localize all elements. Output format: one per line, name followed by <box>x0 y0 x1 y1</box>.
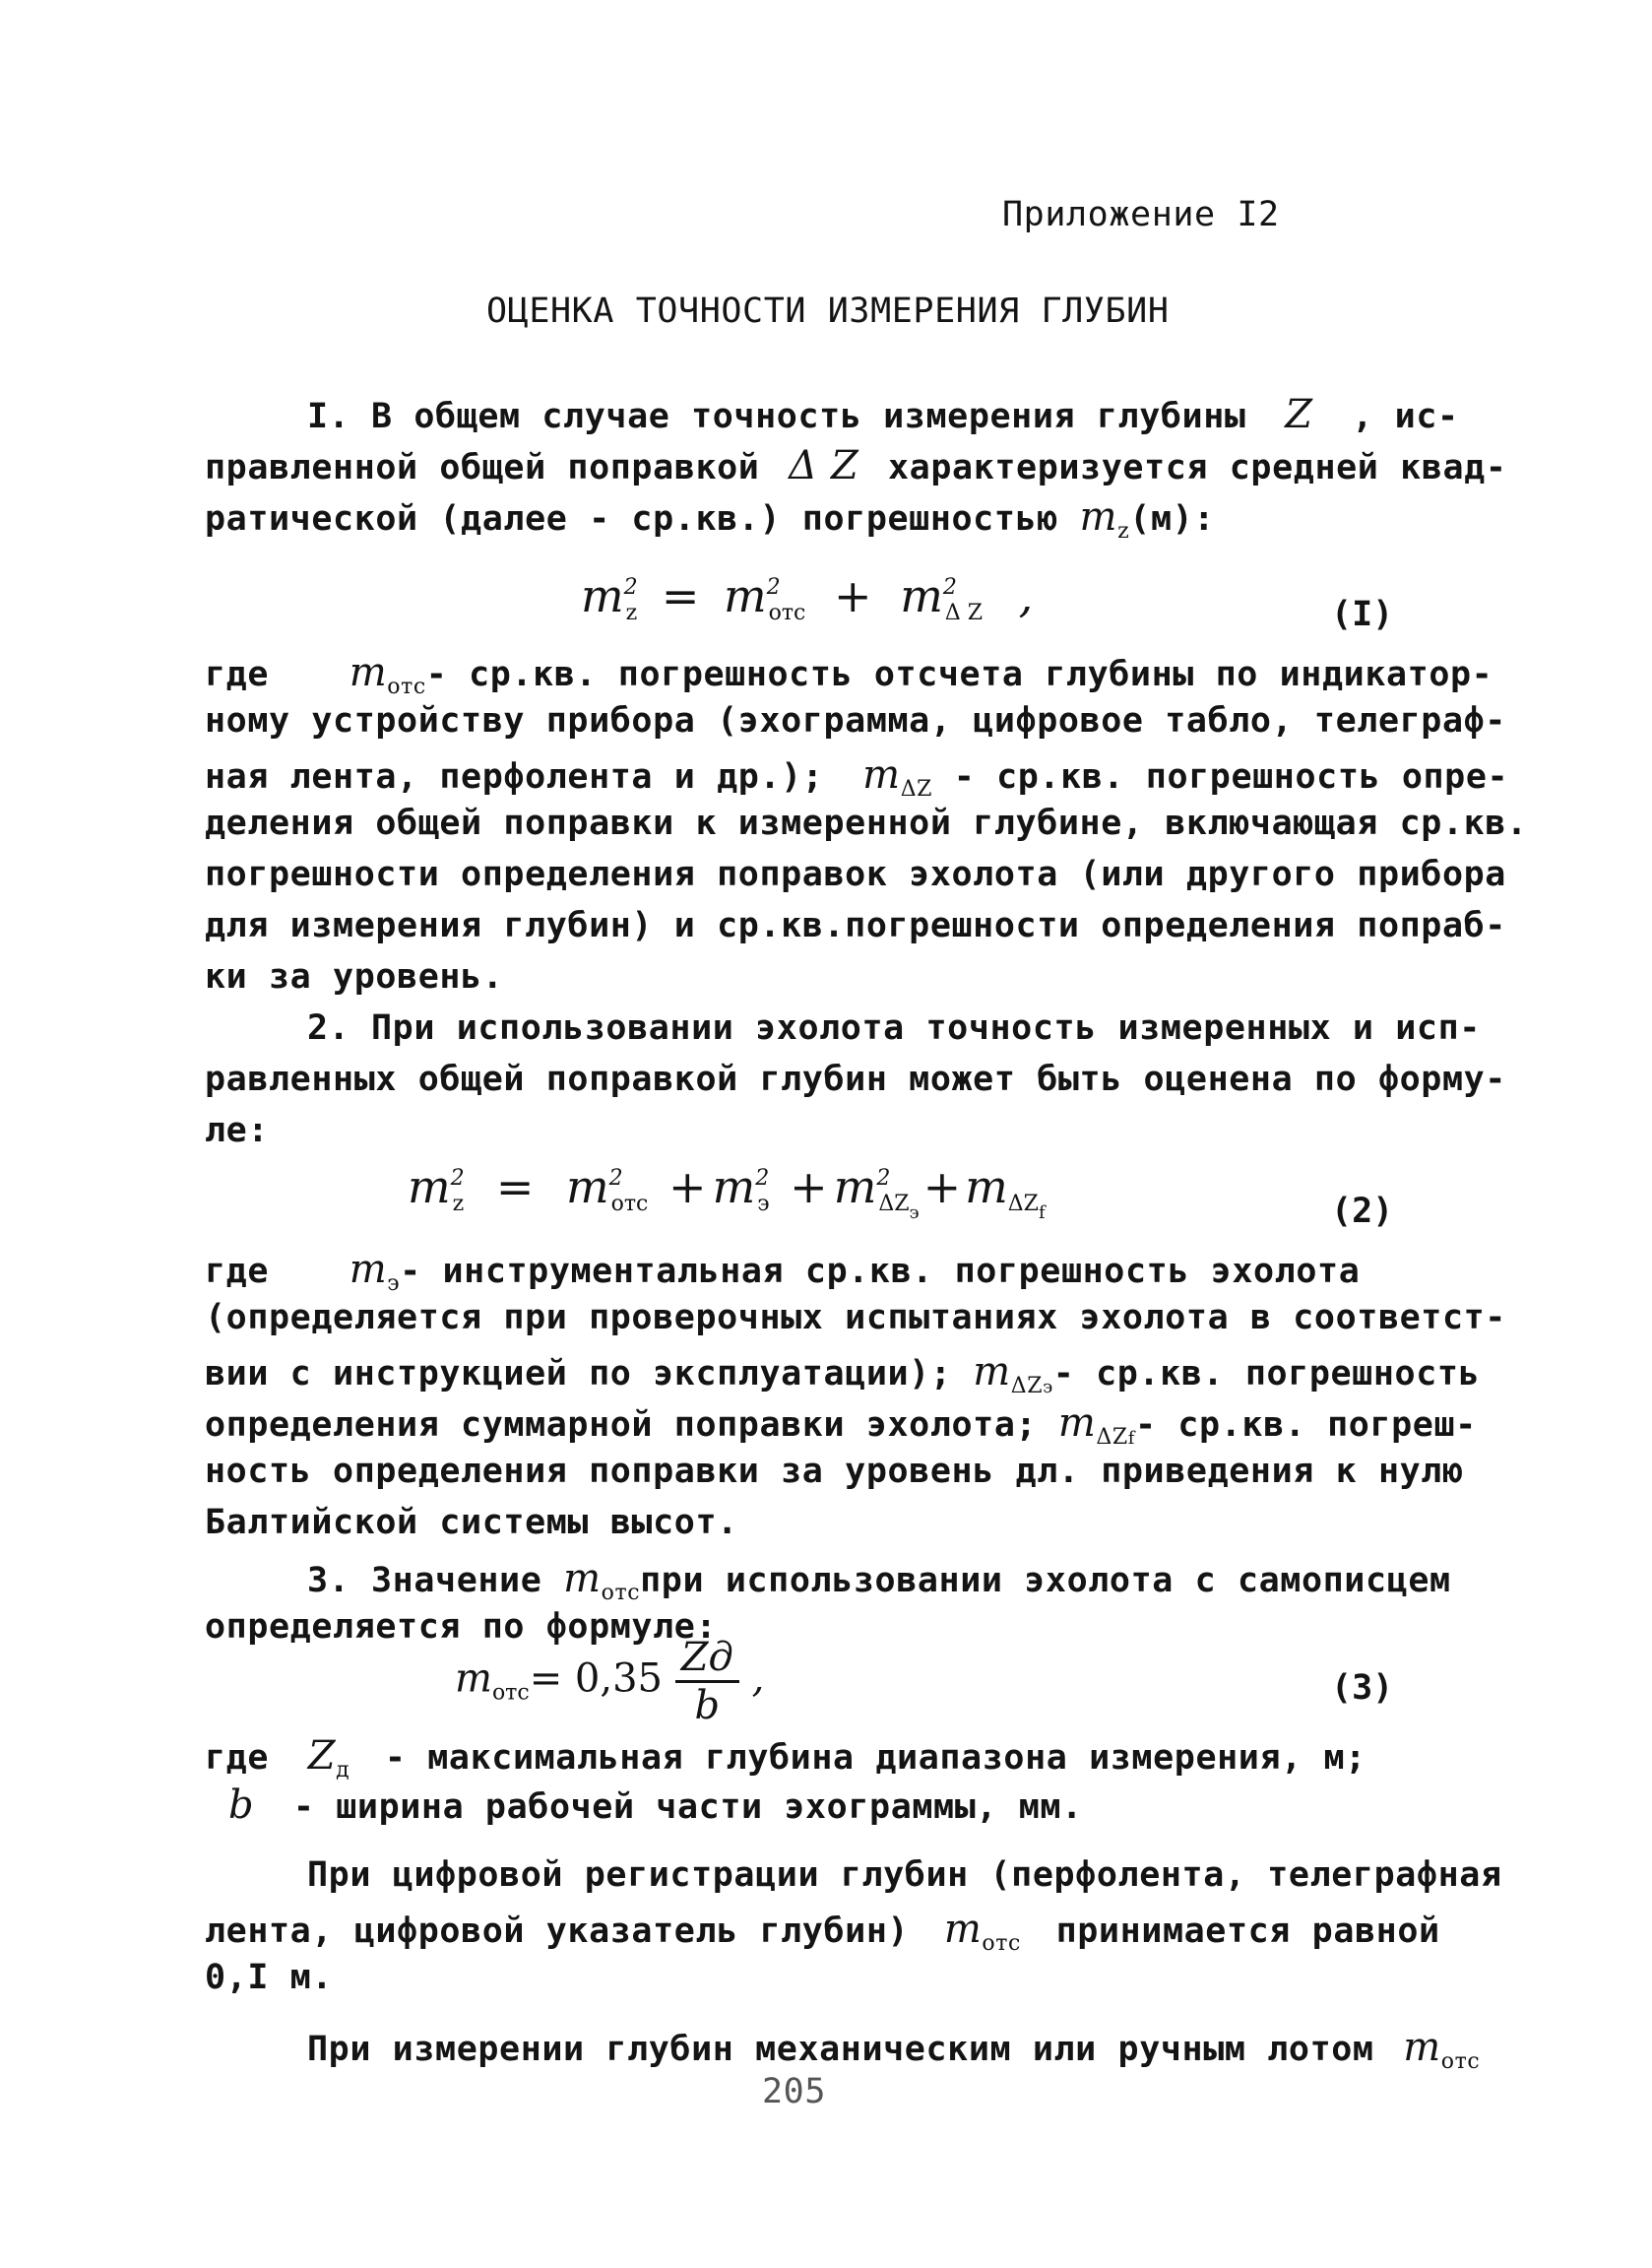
m-ots-symbol-3 <box>943 1907 1021 1956</box>
where2-line4-tail: - ср.кв. погреш- <box>1135 1405 1477 1445</box>
where2-line1-sym: m <box>349 1247 388 1292</box>
formula2-term4-subsub: f <box>1038 1202 1046 1223</box>
where1-line1-sub: отс <box>387 675 426 699</box>
where2-line4-sub: ΔZ <box>1096 1425 1128 1450</box>
section2-line3: ле: <box>205 1111 270 1150</box>
formula2-term2-sub: э <box>757 1192 770 1216</box>
where2-line3-sym: m <box>973 1349 1011 1394</box>
formula2-number: (2) <box>1331 1192 1394 1231</box>
where1-line6: для измерения глубин) и ср.кв.погрешности определения попраб- <box>205 906 1506 945</box>
m-deltaz-f-symbol <box>1057 1400 1136 1450</box>
formula1-term2-sub: Δ Z <box>944 601 983 625</box>
formula2-term3-sub-main: ΔZ <box>878 1192 910 1216</box>
section3-line1-sub: отс <box>601 1581 641 1605</box>
formula1-lhs-exp: 2 <box>623 575 638 600</box>
section1-line3 <box>205 494 1215 544</box>
where2-line3 <box>205 1349 1480 1398</box>
delta-z-symbol: Δ Z <box>789 443 859 488</box>
m-e-symbol <box>349 1247 401 1296</box>
formula1-plus: + <box>834 569 872 622</box>
formula2-term1-exp: 2 <box>608 1166 623 1191</box>
formula2-plus1: + <box>668 1160 707 1213</box>
where2-line4-sym: m <box>1057 1400 1097 1446</box>
where2-line3-subsub: э <box>1043 1377 1053 1397</box>
formula1-lhs: m <box>581 569 624 622</box>
formula3-number: (3) <box>1331 1668 1394 1708</box>
para4-line2-sym: m <box>943 1907 983 1952</box>
formula1-term2-exp: 2 <box>942 575 957 600</box>
formula-3 <box>455 1635 764 1728</box>
formula2-term3-sub <box>878 1192 920 1223</box>
where2-line4 <box>205 1400 1477 1450</box>
formula1-term1-exp: 2 <box>766 575 781 600</box>
where3-line1-sub: д <box>336 1758 350 1782</box>
where1-line2: ному устройству прибора (эхограмма, цифровое табло, телеграф- <box>205 701 1506 741</box>
where3-line1 <box>205 1733 1366 1782</box>
section1-line2-text: правленной общей поправкой <box>205 448 760 487</box>
z-d-symbol <box>307 1733 350 1782</box>
where2-line3-text: вии с инструкцией по эксплуатации); <box>205 1354 952 1393</box>
where3-line1-label: где <box>205 1738 270 1778</box>
formula-1 <box>581 569 1033 625</box>
formula2-equals: = <box>495 1160 535 1213</box>
para5-line1-sym: m <box>1403 2025 1441 2070</box>
formula3-lhs-sub: отс <box>491 1680 530 1706</box>
z-symbol: Z <box>1285 392 1313 437</box>
formula2-lhs-sub: z <box>452 1192 465 1216</box>
where3-line1-sym: Z <box>307 1733 337 1779</box>
where1-line3-sub: ΔZ <box>900 777 933 802</box>
formula2-lhs-exp: 2 <box>450 1166 465 1191</box>
where3-line2 <box>228 1782 1083 1828</box>
formula2-plus2: + <box>790 1160 828 1213</box>
where2-line4-subsub: f <box>1127 1428 1136 1449</box>
formula2-term3: m <box>833 1160 877 1213</box>
formula2-term3-subsub: э <box>909 1202 920 1223</box>
where2-line1-text: - инструментальная ср.кв. погрешность эхолота <box>400 1252 1361 1291</box>
formula1-number: (I) <box>1331 595 1394 634</box>
where1-line4: деления общей поправки к измеренной глубине, включающая ср.кв. <box>205 804 1528 843</box>
formula1-term1: m <box>724 569 767 622</box>
section3-line1 <box>307 1556 1451 1605</box>
formula2-term4-sub <box>1007 1192 1046 1223</box>
where2-line5: ность определения поправки за уровень дл. приведения к нулю <box>205 1452 1464 1491</box>
section3-line1-sym: m <box>563 1556 602 1601</box>
para5-line1-sub: отс <box>1440 2049 1481 2074</box>
formula2-term2: m <box>712 1160 756 1213</box>
m-ots-symbol-4 <box>1403 2025 1481 2074</box>
para4-line2 <box>205 1907 1440 1956</box>
where1-line1-text: - ср.кв. погрешность отсчета глубины по индикатор- <box>425 655 1493 694</box>
para5-line1 <box>307 2025 1480 2074</box>
where2-line3-sub: ΔZ <box>1010 1374 1044 1398</box>
para4-line3: 0,I м. <box>205 1958 334 1997</box>
where2-line1 <box>205 1247 1360 1296</box>
section3-line1-tail: при использовании эхолота с самописцем <box>640 1561 1451 1600</box>
formula3-denominator: b <box>694 1683 721 1728</box>
m-ots-symbol-2 <box>563 1556 641 1605</box>
formula2-lhs: m <box>408 1160 451 1213</box>
where3-line1-text: - максимальная глубина диапазона измерения, м; <box>384 1738 1366 1778</box>
where2-line3-tail: - ср.кв. погрешность <box>1052 1354 1481 1393</box>
where2-line6: Балтийской системы высот. <box>205 1503 738 1542</box>
formula3-fraction <box>675 1635 739 1728</box>
section1-line2 <box>205 443 1507 488</box>
page-title: ОЦЕНКА ТОЧНОСТИ ИЗМЕРЕНИЯ ГЛУБИН <box>486 292 1170 331</box>
appendix-label: Приложение I2 <box>1002 195 1280 234</box>
b-symbol: b <box>228 1782 255 1828</box>
section2-line1: 2. При использовании эхолота точность измеренных и исп- <box>307 1008 1481 1048</box>
para4-line2-text: лента, цифровой указатель глубин) <box>205 1912 910 1951</box>
mz-symbol: $m_z$ <box>1079 494 1130 544</box>
section1-line3-text: ратической (далее - ср.кв.) погрешностью <box>205 499 1058 539</box>
section2-line2: равленных общей поправкой глубин может быть оценена по форму- <box>205 1060 1506 1099</box>
para5-line1-text: При измерении глубин механическим или ручным лотом <box>307 2030 1374 2069</box>
formula2-term1-sub: отс <box>610 1192 649 1216</box>
section1-line1-text: I. В общем случае точность измерения глубины <box>307 397 1246 436</box>
where2-line4-text: определения суммарной поправки эхолота; <box>205 1405 1038 1445</box>
where2-line2: (определяется при проверочных испытаниях эхолота в соответст- <box>205 1298 1506 1337</box>
where2-line1-sub: э <box>387 1271 401 1296</box>
where1-line7: ки за уровень. <box>205 957 504 997</box>
page-number: 205 <box>762 2072 827 2111</box>
where1-line3-tail: - ср.кв. погрешность опре- <box>953 757 1509 797</box>
para4-line2-tail: принимается равной <box>1055 1912 1440 1951</box>
formula3-numerator: Zд <box>675 1635 739 1683</box>
formula-2 <box>408 1160 1046 1223</box>
formula2-term1: m <box>566 1160 609 1213</box>
where3-line2-text: - ширина рабочей части эхограммы, мм. <box>292 1787 1083 1827</box>
para4-line1: При цифровой регистрации глубин (перфолента, телеграфная <box>307 1855 1502 1895</box>
formula2-term4-sub-main: ΔZ <box>1007 1192 1039 1216</box>
formula1-term1-sub: отс <box>768 601 806 625</box>
para4-line2-sub: отс <box>982 1931 1021 1956</box>
formula1-comma: , <box>1018 569 1034 622</box>
where1-line1-sym: m <box>349 650 388 695</box>
formula2-term4: m <box>965 1160 1008 1213</box>
where1-line3-sym: m <box>862 752 901 798</box>
where1-line3 <box>205 752 1508 802</box>
where1-line1-label: где <box>205 655 270 694</box>
formula1-lhs-sub: z <box>625 601 638 625</box>
formula3-coef: = 0,35 <box>529 1655 663 1702</box>
formula3-comma: , <box>751 1655 765 1702</box>
formula2-term2-exp: 2 <box>755 1166 770 1191</box>
section1-line2-tail: характеризуется средней квад- <box>888 448 1507 487</box>
m-deltaz-e-symbol <box>973 1349 1053 1398</box>
formula2-term3-exp: 2 <box>876 1166 891 1191</box>
where1-line1 <box>205 650 1493 699</box>
formula3-lhs: m <box>455 1655 492 1702</box>
formula2-plus3: + <box>922 1160 962 1213</box>
section3-line2: определяется по формуле: <box>205 1607 718 1647</box>
where2-line1-label: где <box>205 1252 270 1291</box>
m-ots-symbol <box>349 650 426 699</box>
formula1-equals: = <box>661 569 700 622</box>
section1-line1 <box>307 392 1459 437</box>
section1-line3-tail: (м): <box>1129 499 1215 539</box>
where1-line3-text: ная лента, перфолента и др.); <box>205 757 824 797</box>
m-deltaz-symbol <box>862 752 933 802</box>
where1-line5: погрешности определения поправок эхолота (или другого прибора <box>205 855 1506 894</box>
section1-line1-tail: , ис- <box>1352 397 1459 436</box>
section3-line1-text: 3. Значение <box>307 1561 542 1600</box>
formula1-term2: m <box>900 569 943 622</box>
